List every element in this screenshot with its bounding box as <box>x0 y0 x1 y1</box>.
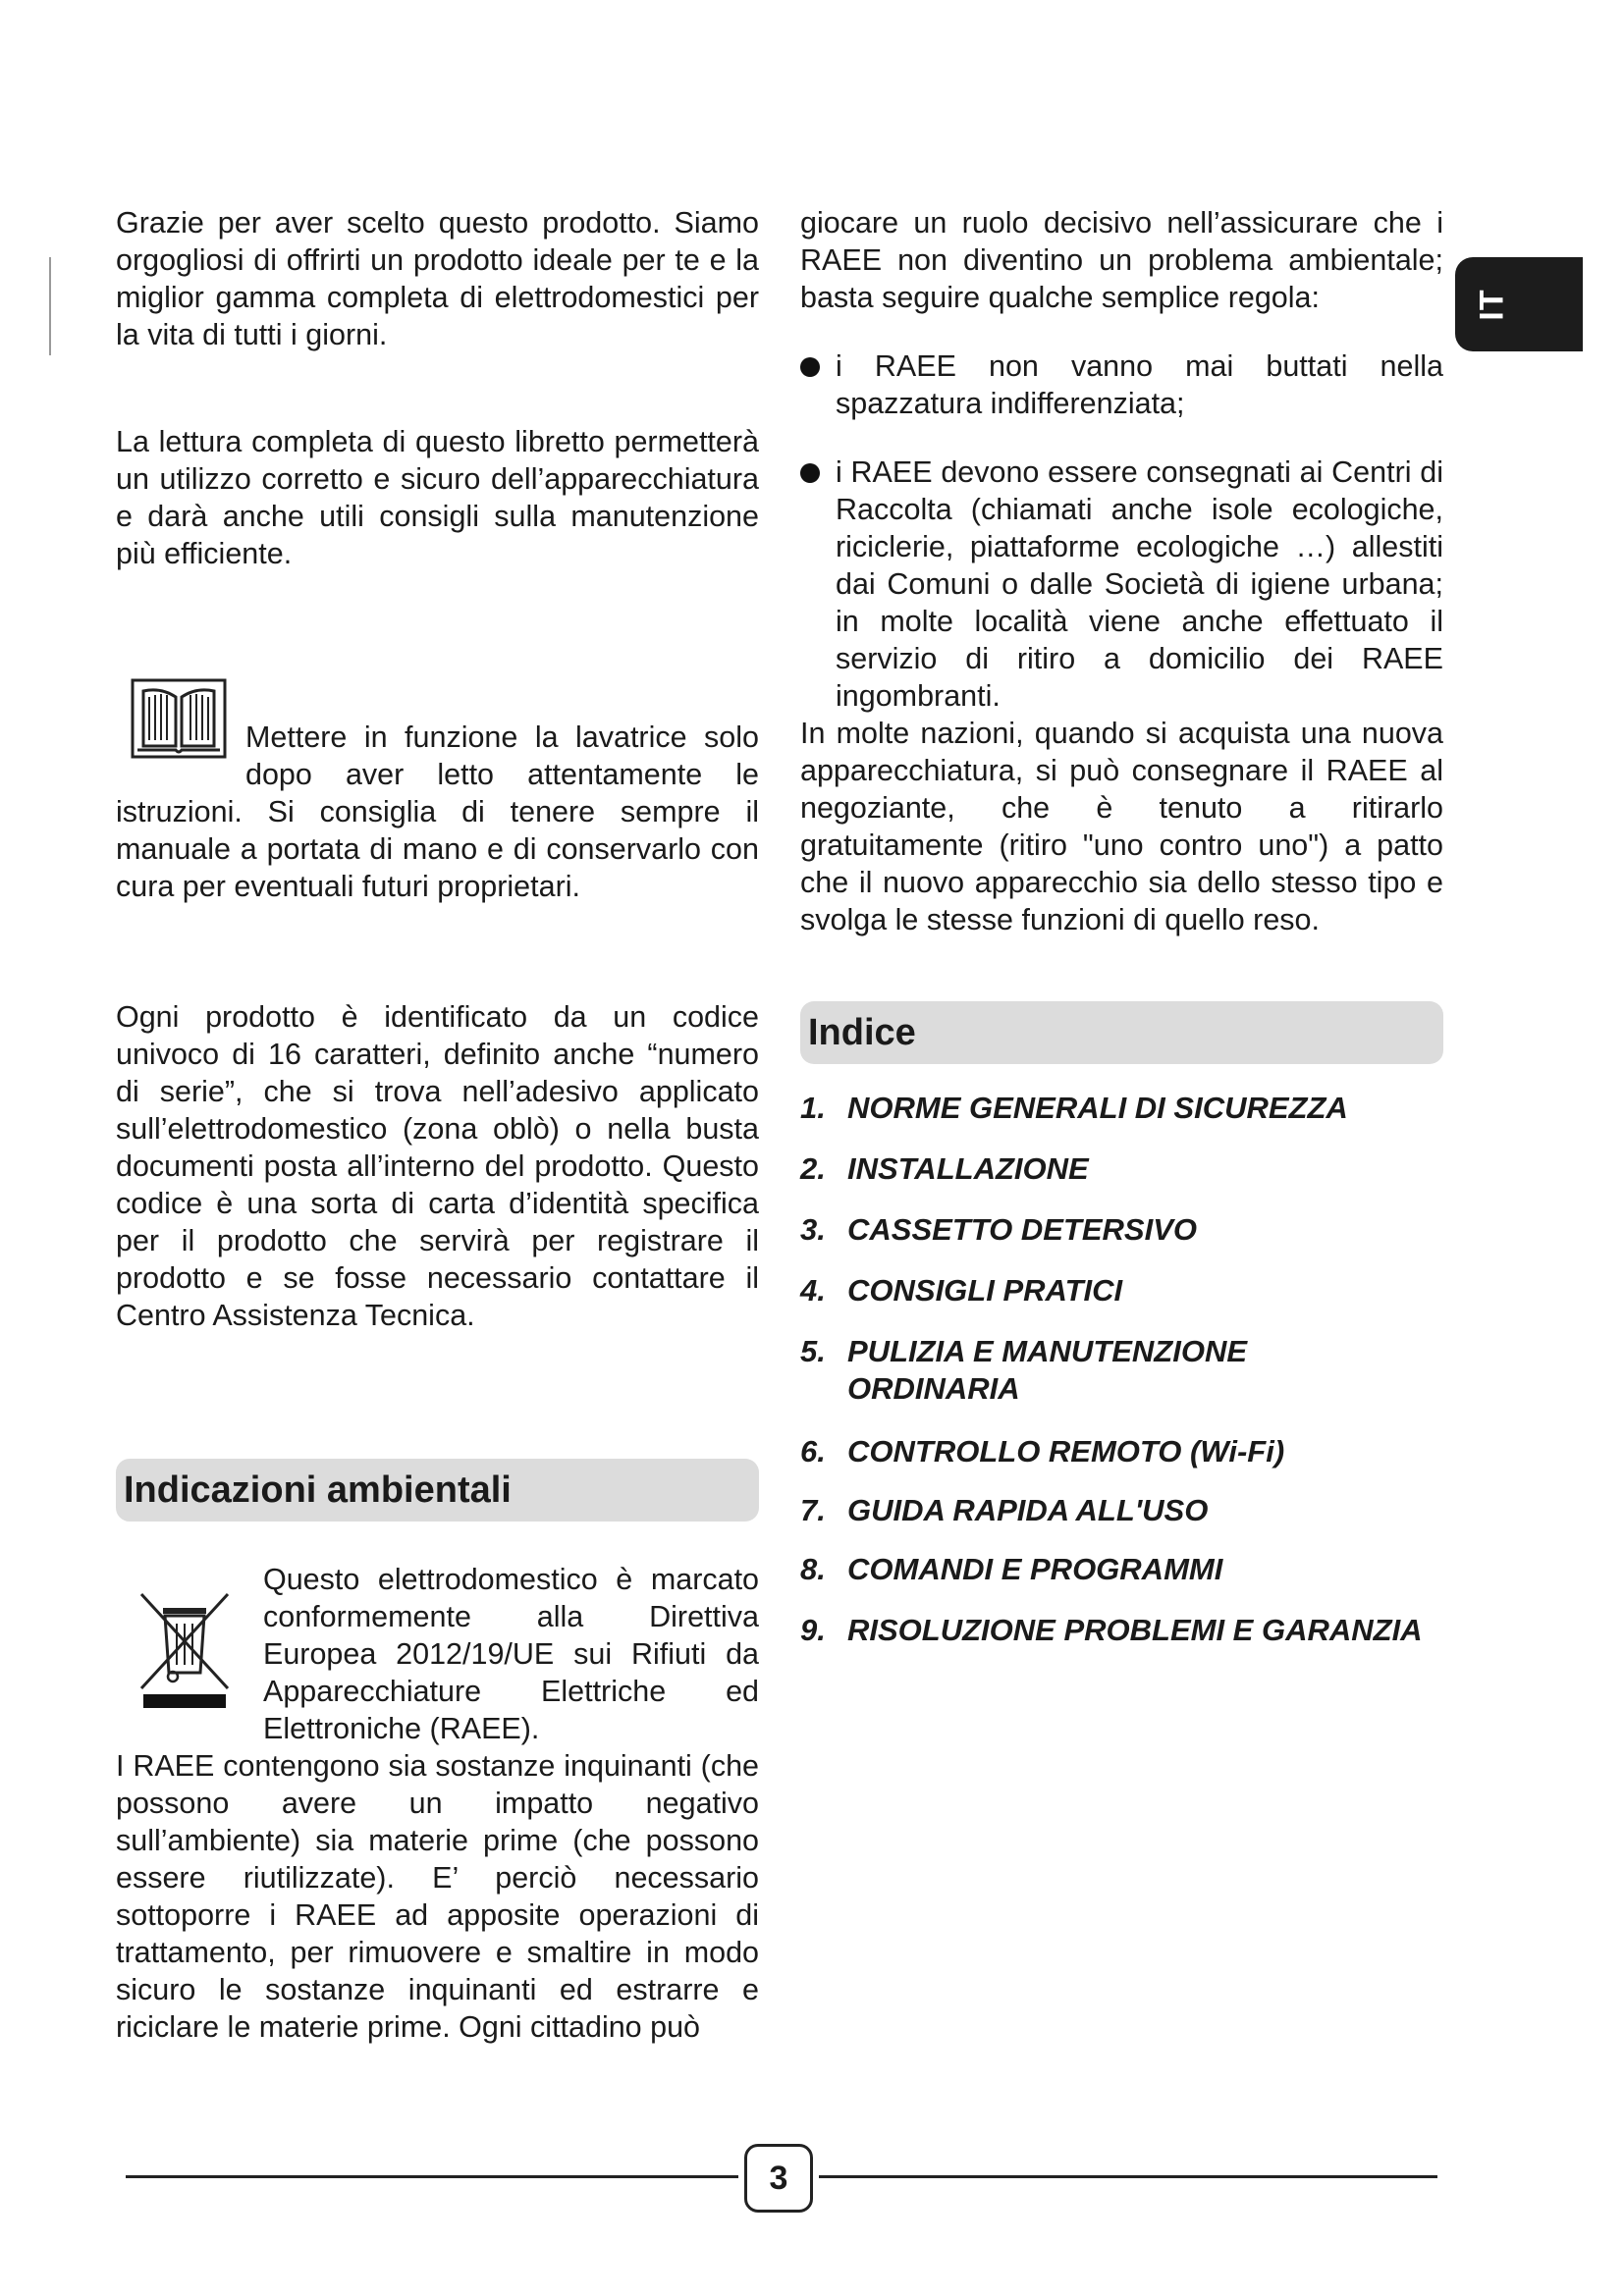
footer-rule-left <box>126 2175 738 2178</box>
language-tab-label: IT <box>1473 288 1511 321</box>
toc-item-number: 7. <box>800 1493 826 1527</box>
rule-text: i RAEE non vanno mai buttati nella spazzatura indifferenziata; <box>836 349 1443 420</box>
intro-reading-block <box>116 423 759 572</box>
index-section-title: Indice <box>800 1001 1443 1064</box>
retailer-paragraph: In molte nazioni, quando si acquista una nuova apparecchiatura, si può consegnare il RAEE al negoziante, che è tenuto a ritirarlo gratuitamente (ritiro "uno contro uno") a patto che il nuovo apparecchio sia dello stesso tipo e svolga le stesse funzioni di quello reso. <box>800 717 1443 936</box>
serial-paragraph: Ogni prodotto è identificato da un codice univoco di 16 caratteri, definito anche “numero di serie”, che si trova nell’adesivo applicato sull’elettrodomestico (zona oblò) o nella busta documenti posta all’interno del prodotto. Questo codice è una sorta di carta d’identità specifica per il prodotto che servirà per registrare il prodotto e se fosse necessario contattare il Centro Assistenza Tecnica. <box>116 1000 759 1332</box>
continuation-paragraph: giocare un ruolo decisivo nell’assicurare che i RAEE non diventino un problema ambientale; basta seguire qualche semplice regola: <box>800 206 1443 314</box>
manual-note-block <box>116 675 759 905</box>
bullet-icon <box>800 357 820 377</box>
open-book-icon <box>130 677 228 760</box>
toc-item-number: 4. <box>800 1273 826 1308</box>
manual-note-paragraph: Mettere in funzione la lavatrice solo dopo aver letto attentamente le istruzioni. Si consiglia di tenere sempre il manuale a portata di mano e di conservarlo con cura per eventuali futuri proprietari. <box>116 721 759 903</box>
toc-item-number: 6. <box>800 1434 826 1468</box>
crossed-out-wheelie-bin-icon <box>137 1590 232 1718</box>
weee-block <box>116 1561 759 2046</box>
toc-item-number: 1. <box>800 1091 826 1125</box>
intro-thanks-paragraph: Grazie per aver scelto questo prodotto. Siamo orgogliosi di offrirti un prodotto ideale per te e la miglior gamma completa di elettrodomestici per la vita di tutti i giorni. <box>116 206 759 351</box>
page-number: 3 <box>744 2144 813 2213</box>
toc-item-number: 2. <box>800 1151 826 1186</box>
toc-item-number: 9. <box>800 1613 826 1647</box>
toc-item-label: INSTALLAZIONE <box>847 1151 1089 1186</box>
toc-item-number: 3. <box>800 1212 826 1247</box>
language-tab <box>1455 257 1583 351</box>
intro-reading-paragraph: La lettura completa di questo libretto permetterà un utilizzo corretto e sicuro dell’apparecchiatura e darà anche utili consigli sulla manutenzione più efficiente. <box>116 425 759 570</box>
rule-text: i RAEE devono essere consegnati ai Centri di Raccolta (chiamati anche isole ecologiche, riciclerie, piattaforme ecologiche …) allestiti dai Comuni o dalle Società di igiene urbana; in molte località viene anche effettuato il servizio di ritiro a domicilio dei RAEE ingombranti. <box>836 455 1443 713</box>
retailer-block <box>800 715 1443 938</box>
weee-marking-paragraph: Questo elettrodomestico è marcato conformemente alla Direttiva Europea 2012/19/UE sui Rifiuti da Apparecchiature Elettriche ed Elettroniche (RAEE). <box>263 1563 759 1745</box>
toc-item-number: 8. <box>800 1552 826 1586</box>
footer-rule-right <box>819 2175 1437 2178</box>
rule-item <box>800 454 1443 715</box>
toc-item-label: COMANDI E PROGRAMMI <box>847 1552 1223 1586</box>
toc-item-label: RISOLUZIONE PROBLEMI E GARANZIA <box>847 1613 1423 1647</box>
serial-block <box>116 998 759 1334</box>
toc-item-label: PULIZIA E MANUTENZIONE ORDINARIA <box>847 1334 1248 1406</box>
toc-item-label: CONTROLLO REMOTO (Wi-Fi) <box>847 1434 1285 1468</box>
continuation-block <box>800 204 1443 316</box>
intro-thanks-block <box>116 204 759 353</box>
toc-item-label: CASSETTO DETERSIVO <box>847 1212 1197 1247</box>
toc-item-label: NORME GENERALI DI SICUREZZA <box>847 1091 1348 1125</box>
environment-section-title: Indicazioni ambientali <box>116 1459 759 1522</box>
rules-list <box>800 347 1443 715</box>
rule-item <box>800 347 1443 422</box>
toc-item-label: GUIDA RAPIDA ALL'USO <box>847 1493 1209 1527</box>
weee-body-paragraph: I RAEE contengono sia sostanze inquinanti (che possono avere un impatto negativo sull’ambiente) sia materie prime (che possono essere riutilizzate). E’ perciò necessario sottoporre i RAEE ad apposite operazioni di trattamento, per rimuovere e smaltire in modo sicuro le sostanze inquinanti ed estrarre e riciclare le materie prime. Ogni cittadino può <box>116 1749 759 2044</box>
rules-block <box>800 347 1443 746</box>
toc-item-number: 5. <box>800 1334 826 1368</box>
bullet-icon <box>800 463 820 483</box>
margin-mark <box>49 257 51 355</box>
toc-item-label: CONSIGLI PRATICI <box>847 1273 1123 1308</box>
